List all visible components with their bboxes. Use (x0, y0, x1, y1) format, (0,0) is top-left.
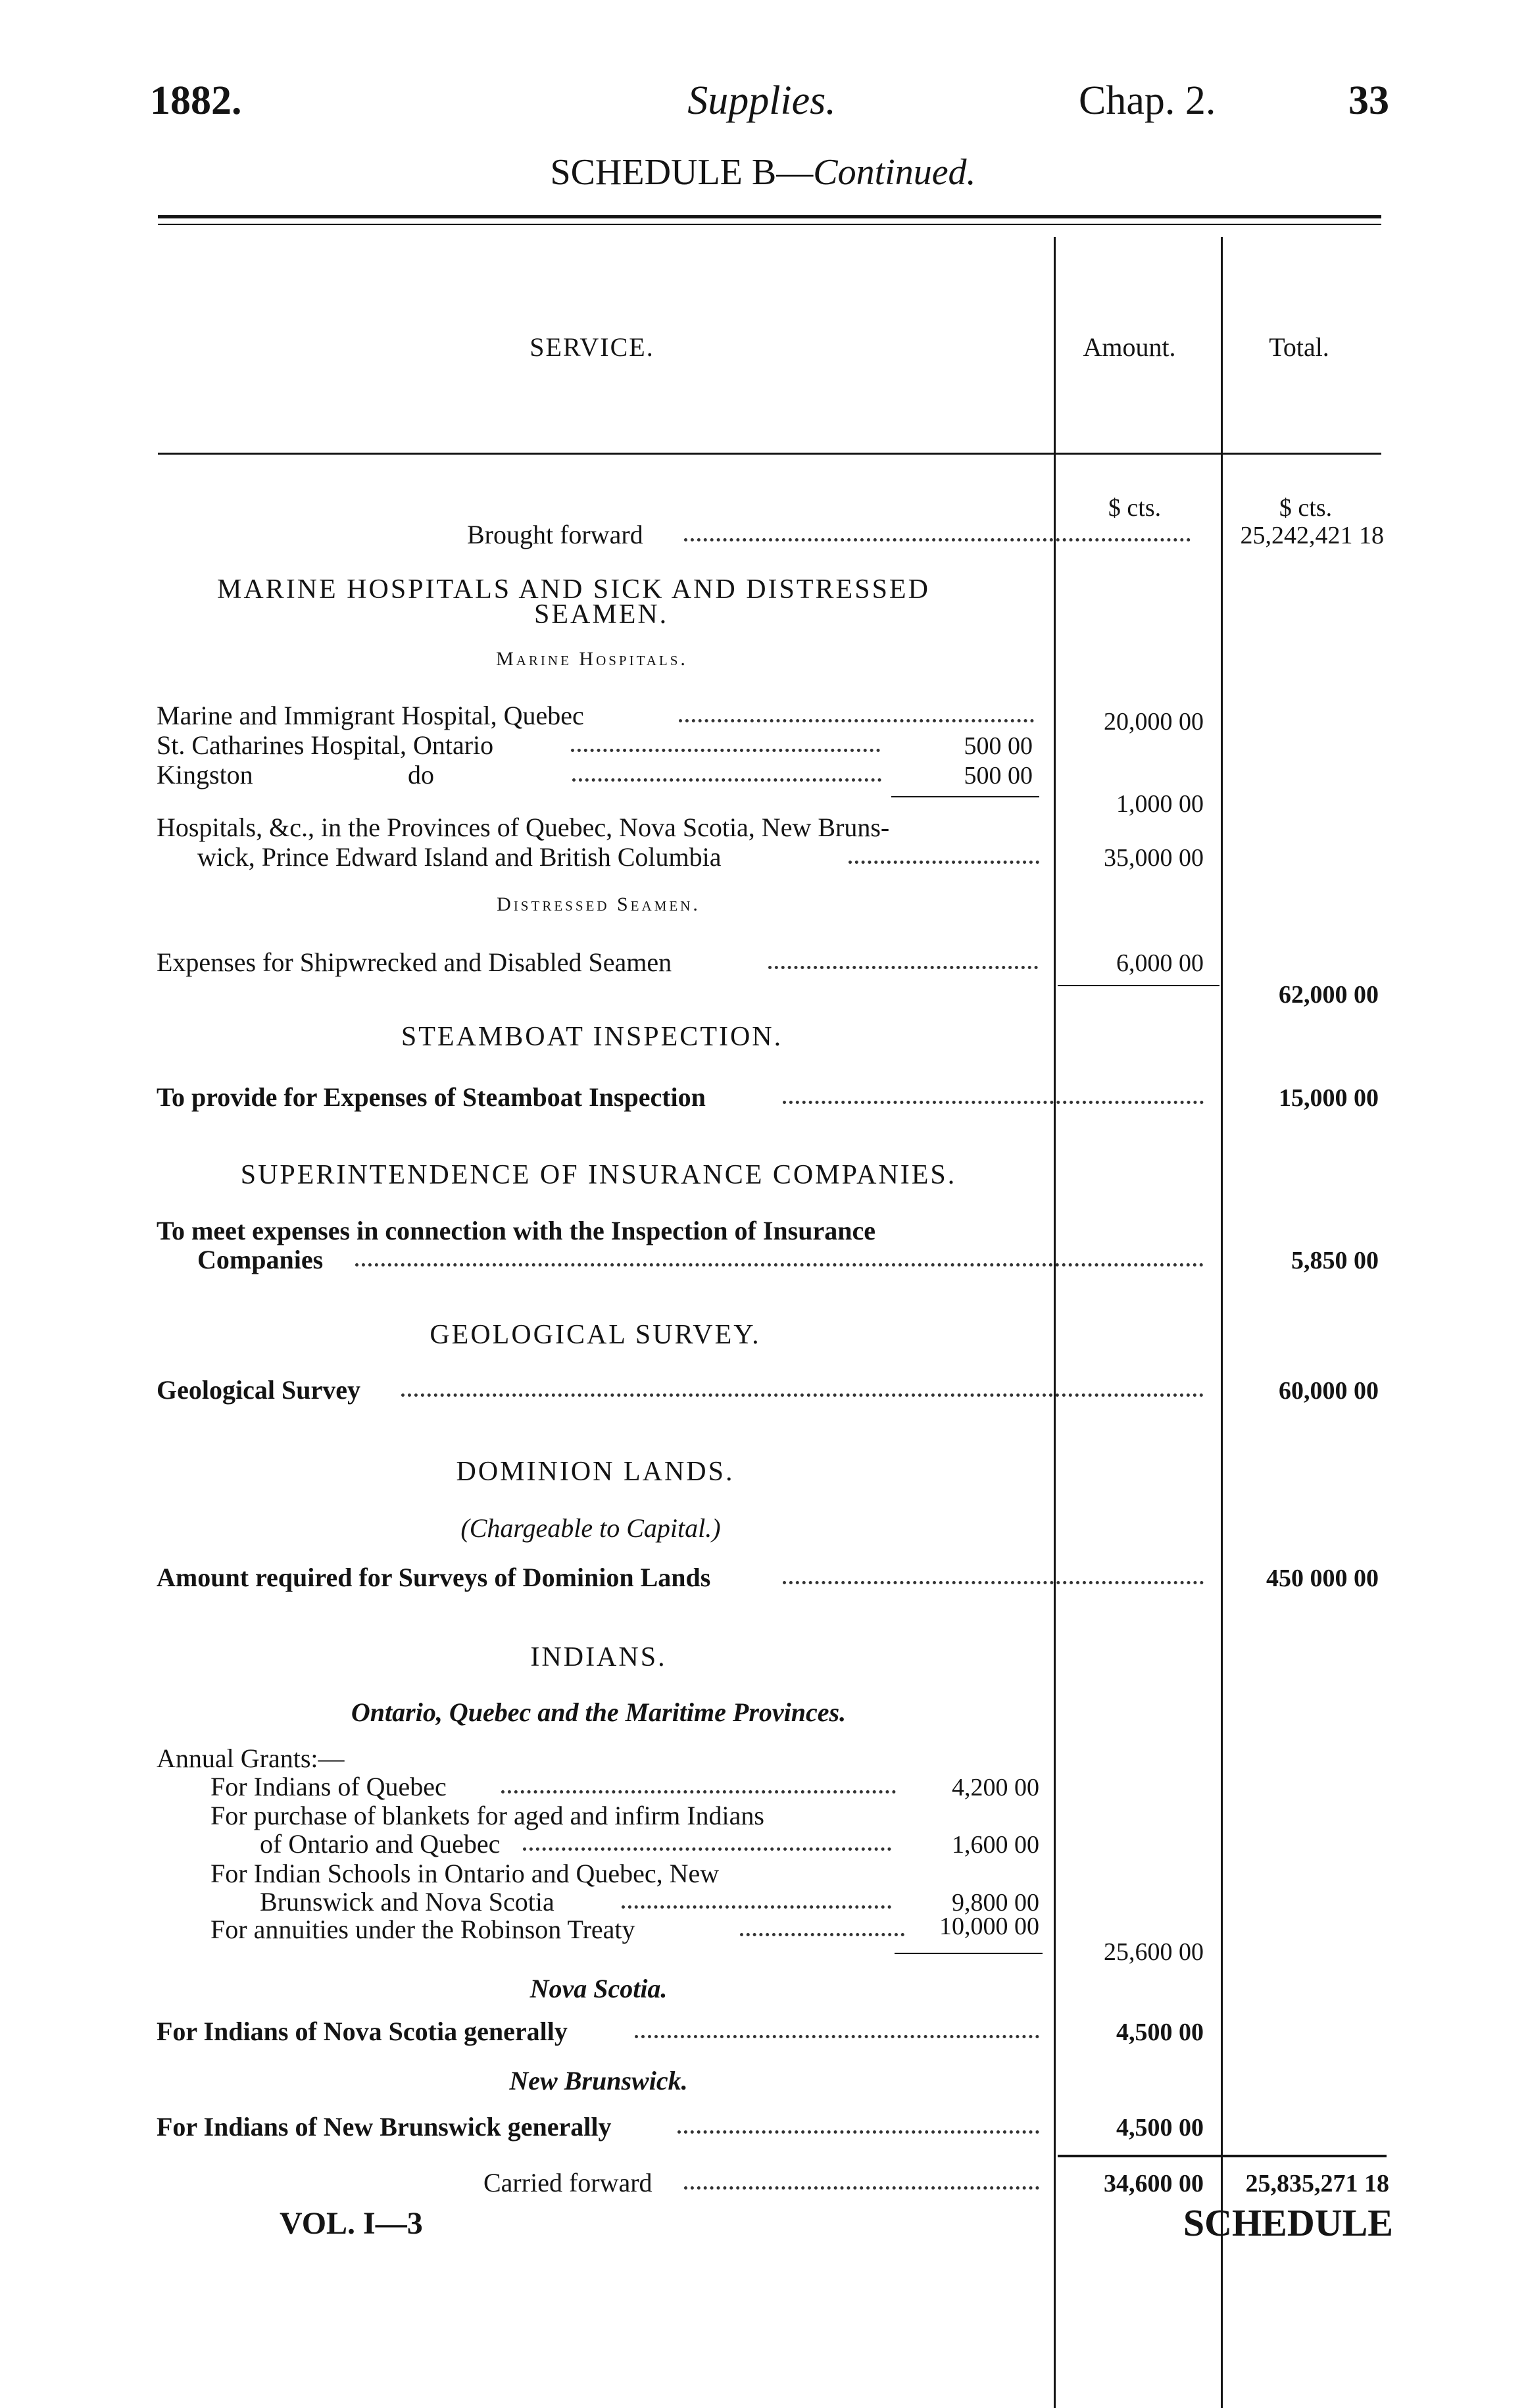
column-divider-amount (1054, 237, 1056, 2408)
leader-dots (768, 966, 1038, 969)
robinson-label: For annuities under the Robinson Treaty (210, 1915, 635, 1944)
marine-total: 62,000 00 (1279, 981, 1379, 1009)
quebec-indians-label: For Indians of Quebec (210, 1772, 447, 1801)
provinces-amount: 35,000 00 (1104, 844, 1204, 872)
insurance-total: 5,850 00 (1291, 1247, 1379, 1274)
quebec-label: Marine and Immigrant Hospital, Quebec (157, 701, 584, 730)
leader-dots (679, 719, 1034, 722)
rule-top-thick (158, 215, 1381, 218)
column-service: SERVICE. (529, 332, 654, 362)
new-brunswick-amount: 4,500 00 (1116, 2114, 1204, 2142)
brought-forward-label: Brought forward (467, 520, 643, 549)
leader-dots (783, 1101, 1204, 1104)
rule-top-thin (158, 224, 1381, 225)
section-heading-marine-2: SEAMEN. (534, 599, 669, 630)
provinces-label-2: wick, Prince Edward Island and British Columbia (197, 842, 722, 872)
catchword: SCHEDULE (1183, 2201, 1393, 2244)
geological-total: 60,000 00 (1279, 1377, 1379, 1405)
insurance-label-1: To meet expenses in connection with the Inspection of Insurance (157, 1216, 875, 1245)
leader-dots (572, 778, 881, 782)
leader-dots (783, 1581, 1204, 1584)
shipwrecked-label: Expenses for Shipwrecked and Disabled Seamen (157, 947, 672, 977)
steamboat-label: To provide for Expenses of Steamboat Inspection (157, 1082, 706, 1112)
dominion-note: (Chargeable to Capital.) (460, 1513, 721, 1543)
dominion-label: Amount required for Surveys of Dominion Lands (157, 1563, 711, 1592)
year: 1882. (150, 78, 242, 123)
schools-label-2: Brunswick and Nova Scotia (260, 1887, 554, 1917)
leader-dots (684, 2186, 1039, 2190)
quebec-indians-amount: 4,200 00 (952, 1774, 1039, 1801)
kingston-subamount: 500 00 (964, 762, 1033, 790)
leader-dots (571, 749, 880, 752)
running-title: Supplies. (687, 78, 836, 123)
leader-dots (740, 1933, 904, 1936)
catharines-label: St. Catharines Hospital, Ontario (157, 730, 494, 760)
leader-dots (622, 1905, 891, 1909)
amount-rule (1058, 985, 1219, 986)
section-heading-insurance: SUPERINTENDENCE OF INSURANCE COMPANIES. (240, 1160, 957, 1190)
blankets-label-1: For purchase of blankets for aged and infirm Indians (210, 1801, 764, 1830)
insurance-label-2: Companies (197, 1245, 324, 1274)
section-heading-geological: GEOLOGICAL SURVEY. (430, 1320, 761, 1350)
subheading-ontario: Ontario, Quebec and the Maritime Provinces. (351, 1697, 847, 1727)
schools-label-1: For Indian Schools in Ontario and Quebec, New (210, 1859, 720, 1888)
nova-scotia-amount: 4,500 00 (1116, 2019, 1204, 2046)
leader-dots (501, 1790, 896, 1793)
section-heading-steamboat: STEAMBOAT INSPECTION. (401, 1022, 783, 1052)
unit-amount: $ cts. (1108, 494, 1162, 522)
rule-header (158, 453, 1381, 455)
shipwrecked-amount: 6,000 00 (1116, 949, 1204, 977)
subheading-nova-scotia: Nova Scotia. (529, 1974, 668, 2003)
carried-forward-label: Carried forward (483, 2168, 652, 2197)
leader-dots (523, 1847, 891, 1851)
dominion-total: 450 000 00 (1266, 1565, 1379, 1592)
schedule-title: SCHEDULE B—Continued. (550, 152, 976, 193)
robinson-amount: 10,000 00 (939, 1913, 1039, 1940)
section-heading-marine: MARINE HOSPITALS AND SICK AND DISTRESSED (217, 574, 930, 605)
section-heading-indians: INDIANS. (530, 1642, 667, 1672)
leader-dots (677, 2130, 1039, 2134)
quebec-amount: 20,000 00 (1104, 708, 1204, 736)
section-heading-dominion: DOMINION LANDS. (456, 1457, 735, 1487)
schools-amount: 9,800 00 (952, 1889, 1039, 1917)
kingston-label: Kingston (157, 760, 253, 790)
steamboat-total: 15,000 00 (1279, 1084, 1379, 1112)
subtotal-rule (891, 796, 1039, 797)
column-divider-total (1221, 237, 1223, 2408)
rule-carried-forward (1058, 2155, 1387, 2157)
new-brunswick-label: For Indians of New Brunswick generally (157, 2112, 612, 2142)
column-total: Total. (1269, 332, 1329, 362)
column-amount: Amount. (1083, 332, 1176, 362)
carried-forward-amount: 34,600 00 (1104, 2170, 1204, 2197)
subheading-distressed: Distressed Seamen. (497, 893, 701, 915)
leader-dots (635, 2035, 1039, 2038)
brought-forward-total: 25,242,421 18 (1240, 522, 1384, 549)
page-number: 33 (1348, 78, 1389, 123)
leader-dots (401, 1393, 1204, 1397)
leader-dots (355, 1263, 1204, 1267)
catharines-subamount: 500 00 (964, 732, 1033, 760)
blankets-label-2: of Ontario and Quebec (260, 1829, 501, 1859)
unit-total: $ cts. (1279, 494, 1333, 522)
chapter: Chap. 2. (1079, 78, 1216, 123)
subheading-new-brunswick: New Brunswick. (509, 2066, 688, 2095)
nova-scotia-label: For Indians of Nova Scotia generally (157, 2017, 568, 2046)
leader-dots (849, 861, 1039, 864)
kingston-ditto: do (408, 760, 434, 790)
geological-label: Geological Survey (157, 1375, 360, 1405)
provinces-label-1: Hospitals, &c., in the Provinces of Quebec, Nova Scotia, New Bruns- (157, 813, 890, 842)
subtotal-rule (895, 1953, 1043, 1954)
hospital-subtotal: 1,000 00 (1116, 790, 1204, 818)
annual-grants: Annual Grants:— (157, 1743, 345, 1773)
carried-forward-total: 25,835,271 18 (1245, 2170, 1389, 2197)
blankets-amount: 1,600 00 (952, 1831, 1039, 1859)
volume-signature: VOL. I—3 (280, 2206, 423, 2241)
grants-subtotal: 25,600 00 (1104, 1938, 1204, 1966)
leader-dots (684, 538, 1191, 541)
subheading-marine-hospitals: Marine Hospitals. (496, 648, 688, 670)
